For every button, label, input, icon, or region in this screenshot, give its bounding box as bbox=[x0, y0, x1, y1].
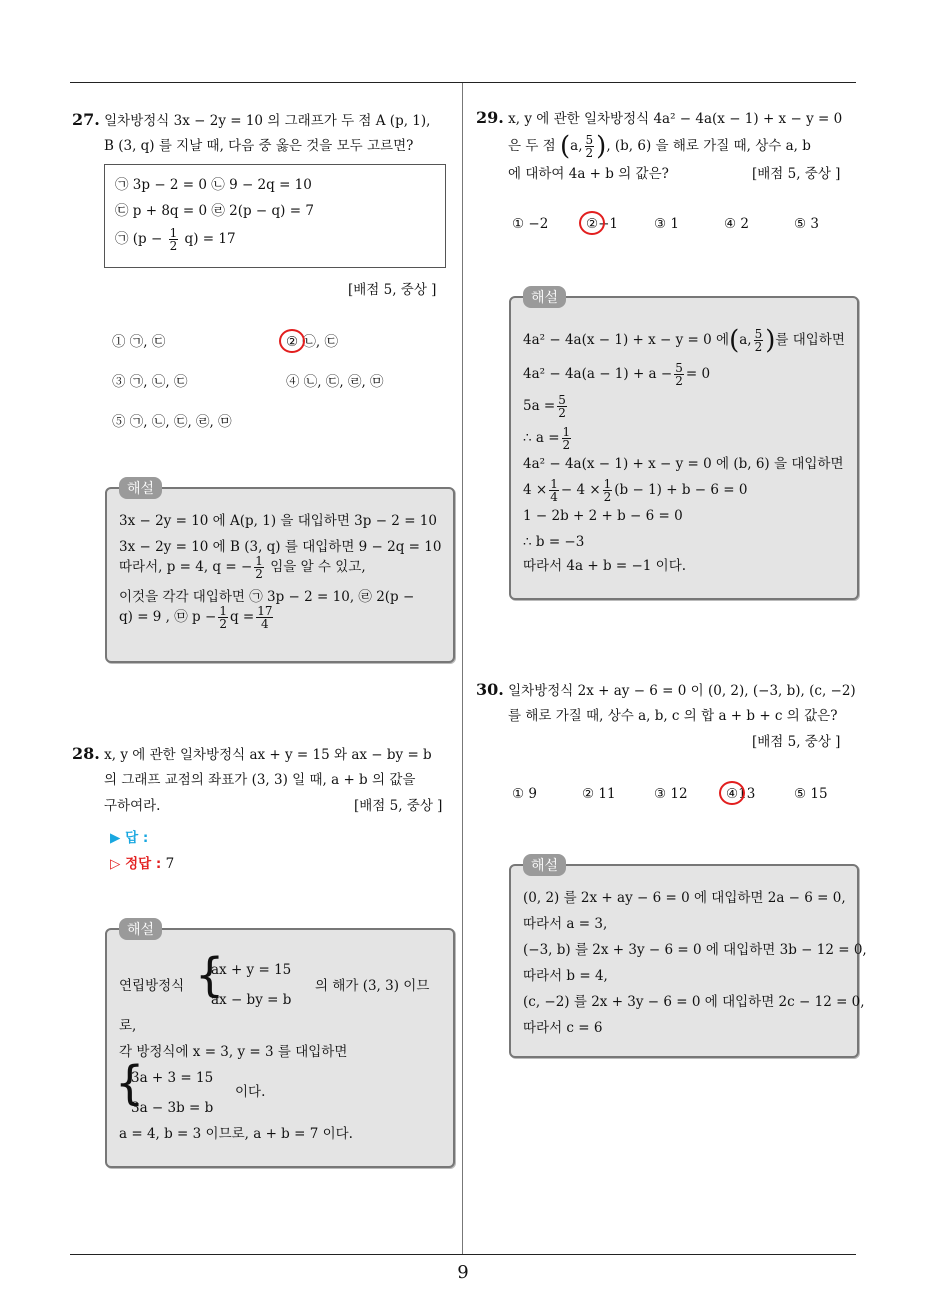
q30-choice-1[interactable]: ① 9 bbox=[512, 786, 537, 802]
page-number: 9 bbox=[457, 1262, 469, 1283]
q30-number: 30. bbox=[476, 680, 504, 699]
answer-circle-mark bbox=[279, 329, 305, 353]
q27-sol-line1: 3x − 2y = 10 에 A(p, 1) 을 대입하면 3p − 2 = 10 bbox=[119, 513, 437, 529]
q28-score: [배점 5, 중상 ] bbox=[354, 798, 443, 814]
q29-sol-line9: 따라서 4a + b = −1 이다. bbox=[523, 558, 687, 574]
q28-sys1b: ax − by = b bbox=[211, 992, 292, 1008]
q29-sol-line1: 4a² − 4a(x − 1) + x − y = 0 에(a, $\frac{5}{2}$ )를 대입하면 bbox=[523, 325, 845, 356]
q28-line1: 28. x, y 에 관한 일차방정식 ax + y = 15 와 ax − by = b bbox=[72, 744, 432, 763]
q27-line1 bbox=[72, 108, 430, 133]
q27-text1: 일차방정식 3x − 2y = 10 의 그래프가 두 점 A (p, 1), bbox=[104, 113, 431, 129]
q30-score: [배점 5, 중상 ] bbox=[752, 734, 841, 750]
q30-choice-4[interactable]: ④13 bbox=[726, 786, 755, 802]
q30-line2: 를 해로 가질 때, 상수 a, b, c 의 합 a + b + c 의 값은? bbox=[508, 708, 838, 724]
q30-sol-line1: (0, 2) 를 2x + ay − 6 = 0 에 대입하면 2a − 6 = 0, bbox=[523, 890, 846, 906]
bottom-rule bbox=[70, 1254, 856, 1255]
q27-choice-5[interactable]: ⑤ ㉠, ㉡, ㉢, ㉣, ㉤ bbox=[112, 414, 232, 430]
q28-sol-line5: a = 4, b = 3 이므로, a + b = 7 이다. bbox=[119, 1126, 353, 1142]
q29-choice-1[interactable]: ① −2 bbox=[512, 216, 549, 232]
q27-box-line1: ㉠ 3p − 2 = 0 ㉡ 9 − 2q = 10 bbox=[115, 177, 312, 193]
q27-sol-line5: q) = 9 , ㉤ p − $\frac{1}{2}$ q = $\frac{17}{4}$ bbox=[119, 604, 273, 631]
q27-selected-mark: ② bbox=[286, 334, 298, 350]
q29-choice-5[interactable]: ⑤ 3 bbox=[794, 216, 819, 232]
q28-sys2a: 3a + 3 = 15 bbox=[131, 1070, 214, 1086]
q30-choice-5[interactable]: ⑤ 15 bbox=[794, 786, 828, 802]
solution-tag: 해설 bbox=[119, 477, 162, 499]
solution-tag: 해설 bbox=[119, 918, 162, 940]
q29-choice-2[interactable]: ②−1 bbox=[586, 216, 618, 232]
q30-sol-line3: (−3, b) 를 2x + 3y − 6 = 0 에 대입하면 3b − 12 = 0, bbox=[523, 942, 867, 958]
q28-sol-line3: 각 방정식에 x = 3, y = 3 를 대입하면 bbox=[119, 1044, 348, 1060]
q29-sol-line6: 4 × $\frac{1}{4}$ − 4 × $\frac{1}{2}$ (b − 1) + b − 6 = 0 bbox=[523, 477, 748, 504]
q27-choice-2[interactable]: ② ㉡, ㉢ bbox=[286, 330, 338, 350]
q29-number: 29. bbox=[476, 108, 504, 127]
q29-line1: 29. x, y 에 관한 일차방정식 4a² − 4a(x − 1) + x − y = 0 bbox=[476, 108, 843, 127]
q27-choice-1[interactable]: ① ㉠, ㉢ bbox=[112, 334, 166, 350]
solution-tag: 해설 bbox=[523, 286, 566, 308]
q29-sol-line4: ∴ a = $\frac{1}{2}$ bbox=[523, 425, 571, 452]
q27-solution-box bbox=[105, 481, 455, 663]
q28-answer-label[interactable]: ▶ 답 : bbox=[110, 830, 149, 846]
q28-line3: 구하여라. bbox=[104, 798, 161, 814]
q30-sol-line6: 따라서 c = 6 bbox=[523, 1020, 603, 1036]
brace-icon: { bbox=[115, 1056, 145, 1110]
q29-sol-line8: ∴ b = −3 bbox=[523, 534, 585, 550]
q27-choice-4[interactable]: ④ ㉡, ㉢, ㉣, ㉤ bbox=[286, 374, 384, 390]
q28-sys1a: ax + y = 15 bbox=[211, 962, 292, 978]
q30-sol-line4: 따라서 b = 4, bbox=[523, 968, 608, 984]
q27-statement-box bbox=[104, 164, 446, 268]
q27-line2: B (3, q) 를 지날 때, 다음 중 옳은 것을 모두 고르면? bbox=[104, 138, 414, 154]
q28-sol-line4: 이다. bbox=[235, 1084, 266, 1100]
q29-choice-3[interactable]: ③ 1 bbox=[654, 216, 679, 232]
q29-sol-line2: 4a² − 4a(a − 1) + a − $\frac{5}{2}$ = 0 bbox=[523, 361, 711, 388]
q29-sol-line7: 1 − 2b + 2 + b − 6 = 0 bbox=[523, 508, 683, 524]
q30-line1: 30. 일차방정식 2x + ay − 6 = 0 이 (0, 2), (−3, b), (c, −2) bbox=[476, 680, 856, 699]
q30-sol-line5: (c, −2) 를 2x + 3y − 6 = 0 에 대입하면 2c − 12 = 0, bbox=[523, 994, 865, 1010]
q27-number: 27. bbox=[72, 110, 100, 129]
answer-circle-mark bbox=[719, 781, 745, 805]
q28-correct-answer: ▷ 정답 : 7 bbox=[110, 856, 175, 872]
q28-sol-line1: 연립방정식 bbox=[119, 978, 185, 994]
q29-choice-4[interactable]: ④ 2 bbox=[724, 216, 749, 232]
column-divider bbox=[462, 83, 463, 1255]
q29-solution-box bbox=[509, 290, 859, 600]
q27-sol-line3: 따라서, p = 4, q = − $\frac{1}{2}$ 임을 알 수 있고, bbox=[119, 554, 366, 581]
q27-box-line3: ㉠ (p − $\frac{1}{2}$ q) = 17 bbox=[115, 226, 236, 253]
fraction: $\frac{1}{2}$ bbox=[169, 226, 178, 253]
q29-line2: 은 두 점 (a, $\frac{5}{2}$ ), (b, 6) 을 해로 가질 때, 상수 a, b bbox=[508, 131, 811, 162]
q27-sol-line4: 이것을 각각 대입하면 ㉠ 3p − 2 = 10, ㉣ 2(p − bbox=[119, 589, 415, 605]
q27-choice-3[interactable]: ③ ㉠, ㉡, ㉢ bbox=[112, 374, 188, 390]
q29-score: [배점 5, 중상 ] bbox=[752, 166, 841, 182]
q27-score: [배점 5, 중상 ] bbox=[348, 282, 437, 298]
q29-line3: 에 대하여 4a + b 의 값은? bbox=[508, 166, 669, 182]
q30-choice-2[interactable]: ② 11 bbox=[582, 786, 616, 802]
solution-tag: 해설 bbox=[523, 854, 566, 876]
q28-line2: 의 그래프 교점의 좌표가 (3, 3) 일 때, a + b 의 값을 bbox=[104, 772, 416, 788]
q28-sol-line2: 로, bbox=[119, 1018, 137, 1034]
q30-choice-3[interactable]: ③ 12 bbox=[654, 786, 688, 802]
brace-icon: { bbox=[195, 948, 225, 1002]
q28-number: 28. bbox=[72, 744, 100, 763]
q30-solution-box bbox=[509, 858, 867, 1058]
q30-sol-line2: 따라서 a = 3, bbox=[523, 916, 608, 932]
q29-sol-line5: 4a² − 4a(x − 1) + x − y = 0 에 (b, 6) 을 대입하면 bbox=[523, 456, 844, 472]
q27-sol-line2: 3x − 2y = 10 에 B (3, q) 를 대입하면 9 − 2q = 10 bbox=[119, 539, 442, 555]
answer-circle-mark bbox=[579, 211, 605, 235]
q28-sys2b: 3a − 3b = b bbox=[131, 1100, 214, 1116]
top-rule bbox=[70, 82, 856, 83]
q28-solution-box bbox=[105, 922, 455, 1168]
q29-sol-line3: 5a = $\frac{5}{2}$ bbox=[523, 393, 566, 420]
q28-sol-line1-post: 의 해가 (3, 3) 이므 bbox=[315, 978, 430, 994]
q27-box-line2: ㉢ p + 8q = 0 ㉣ 2(p − q) = 7 bbox=[115, 203, 314, 219]
